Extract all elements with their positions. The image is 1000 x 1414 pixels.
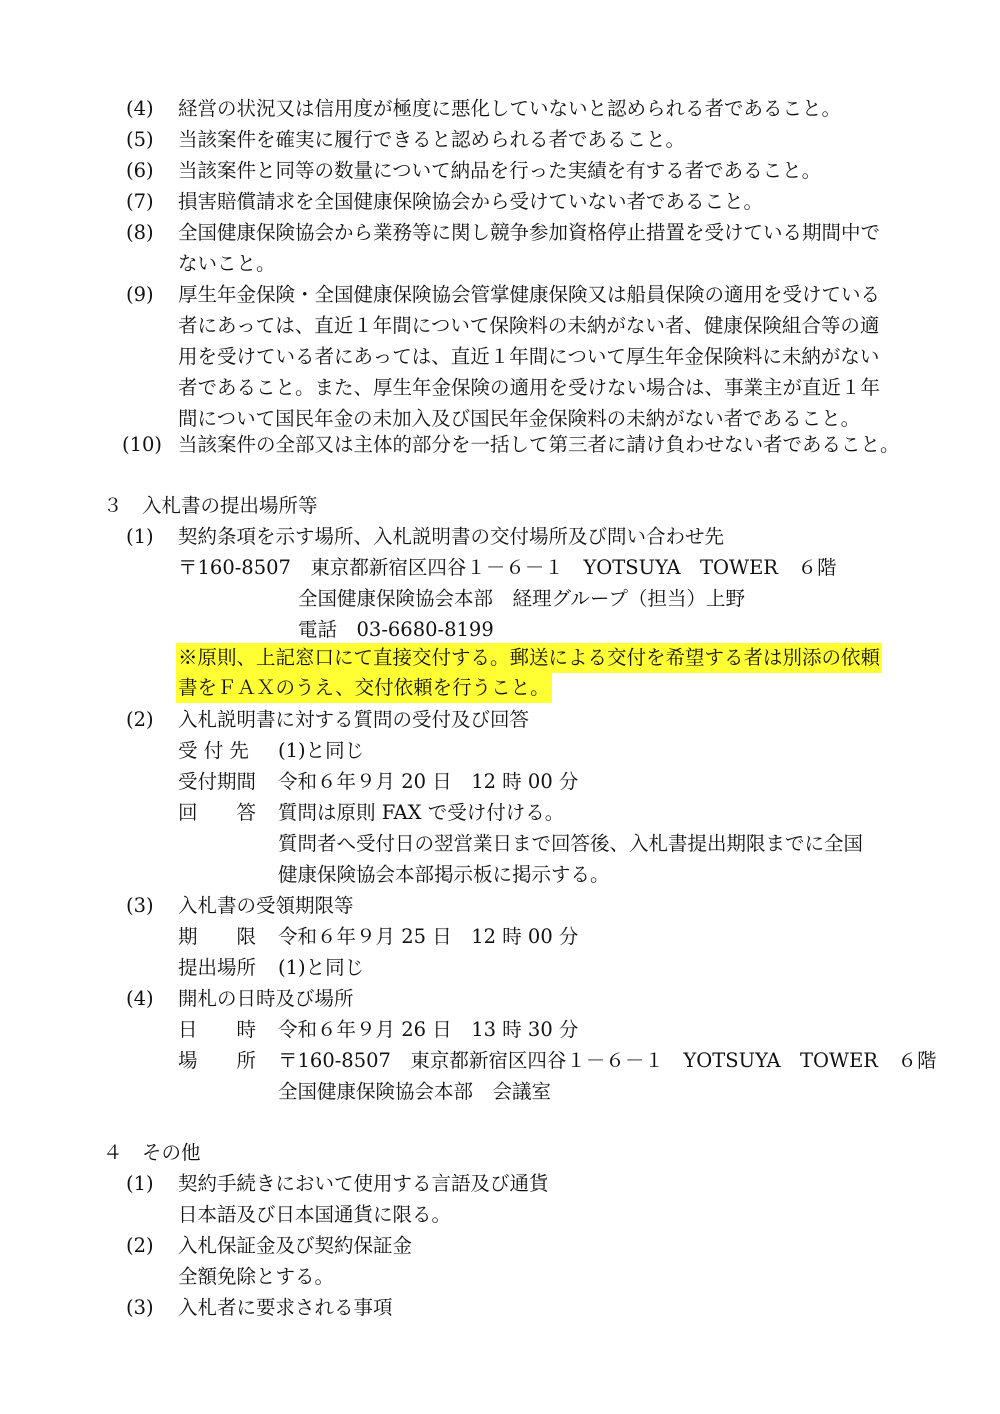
field-value: 令和６年９月 26 日 13 時 30 分	[278, 1018, 579, 1041]
sub-title: 契約条項を示す場所、入札説明書の交付場所及び問い合わせ先	[178, 525, 725, 548]
sub-number: (2)	[126, 708, 154, 731]
item-text: 厚生年金保険・全国健康保険協会管掌健康保険又は船員保険の適用を受けている	[178, 283, 881, 306]
item-number: (9)	[126, 283, 154, 306]
field-value: 令和６年９月 25 日 12 時 00 分	[278, 925, 579, 948]
field-value: 健康保険協会本部掲示板に掲示する。	[278, 863, 610, 886]
field-label: 受 付 先	[178, 739, 249, 762]
section-heading: ４ その他	[103, 1141, 201, 1164]
item-number: (6)	[126, 159, 154, 182]
item-text: 全国健康保険協会から業務等に関し競争参加資格停止措置を受けている期間中で	[178, 221, 881, 244]
item-text: 者であること。また、厚生年金保険の適用を受けない場合は、事業主が直近１年	[178, 376, 881, 399]
sub-number: (4)	[126, 987, 154, 1010]
section-heading: ３ 入札書の提出場所等	[103, 494, 318, 517]
sub-title: 開札の日時及び場所	[178, 987, 354, 1010]
field-label: 日 時	[178, 1018, 257, 1041]
item-text: ないこと。	[178, 252, 276, 275]
item-text: 当該案件の全部又は主体的部分を一括して第三者に請け負わせない者であること。	[178, 433, 900, 456]
highlighted-note: ※原則、上記窓口にて直接交付する。郵送による交付を希望する者は別添の依頼	[176, 643, 882, 673]
field-value: 全国健康保険協会本部 会議室	[278, 1080, 552, 1103]
phone: 電話 03-6680-8199	[298, 618, 494, 641]
field-label: 回 答	[178, 801, 257, 824]
sub-title: 入札書の受領期限等	[178, 894, 354, 917]
item-number: (5)	[126, 128, 154, 151]
field-value: 令和６年９月 20 日 12 時 00 分	[278, 770, 579, 793]
sub-number: (2)	[126, 1234, 154, 1257]
item-text: 用を受けている者にあっては、直近１年間について厚生年金保険料に未納がない	[178, 345, 880, 368]
field-label: 場 所	[178, 1049, 257, 1072]
field-value: 質問者へ受付日の翌営業日まで回答後、入札書提出期限までに全国	[278, 832, 864, 855]
field-value: 〒160-8507 東京都新宿区四谷１－６－１ YOTSUYA TOWER ６階	[278, 1049, 937, 1072]
item-number: (10)	[122, 433, 163, 456]
sub-body: 日本語及び日本国通貨に限る。	[178, 1203, 452, 1226]
item-text: 間について国民年金の未加入及び国民年金保険料の未納がない者であること。	[178, 407, 861, 430]
field-value: (1)と同じ	[278, 956, 365, 979]
sub-number: (3)	[126, 894, 154, 917]
sub-title: 契約手続きにおいて使用する言語及び通貨	[178, 1172, 549, 1195]
field-label: 提出場所	[178, 956, 257, 979]
sub-body: 全額免除とする。	[178, 1265, 335, 1288]
sub-title: 入札説明書に対する質問の受付及び回答	[178, 708, 530, 731]
address: 〒160-8507 東京都新宿区四谷１－６－１ YOTSUYA TOWER ６階	[178, 556, 837, 579]
item-text: 者にあっては、直近１年間について保険料の未納がない者、健康保険組合等の適	[178, 314, 880, 337]
item-text: 当該案件を確実に履行できると認められる者であること。	[178, 128, 686, 151]
office: 全国健康保険協会本部 経理グループ（担当）上野	[298, 587, 745, 610]
sub-title: 入札保証金及び契約保証金	[178, 1234, 413, 1257]
highlighted-note: 書をＦＡＸのうえ、交付依頼を行うこと。	[176, 673, 552, 703]
field-value: 質問は原則 FAX で受け付ける。	[278, 801, 565, 824]
item-text: 経営の状況又は信用度が極度に悪化していないと認められる者であること。	[178, 97, 842, 120]
sub-title: 入札者に要求される事項	[178, 1296, 393, 1319]
item-number: (7)	[126, 190, 154, 213]
item-number: (8)	[126, 221, 154, 244]
field-label: 期 限	[178, 925, 257, 948]
sub-number: (3)	[126, 1296, 154, 1319]
field-value: (1)と同じ	[278, 739, 365, 762]
item-number: (4)	[126, 97, 154, 120]
field-label: 受付期間	[178, 770, 257, 793]
sub-number: (1)	[126, 525, 154, 548]
item-text: 損害賠償請求を全国健康保険協会から受けていない者であること。	[178, 190, 764, 213]
item-text: 当該案件と同等の数量について納品を行った実績を有する者であること。	[178, 159, 822, 182]
sub-number: (1)	[126, 1172, 154, 1195]
